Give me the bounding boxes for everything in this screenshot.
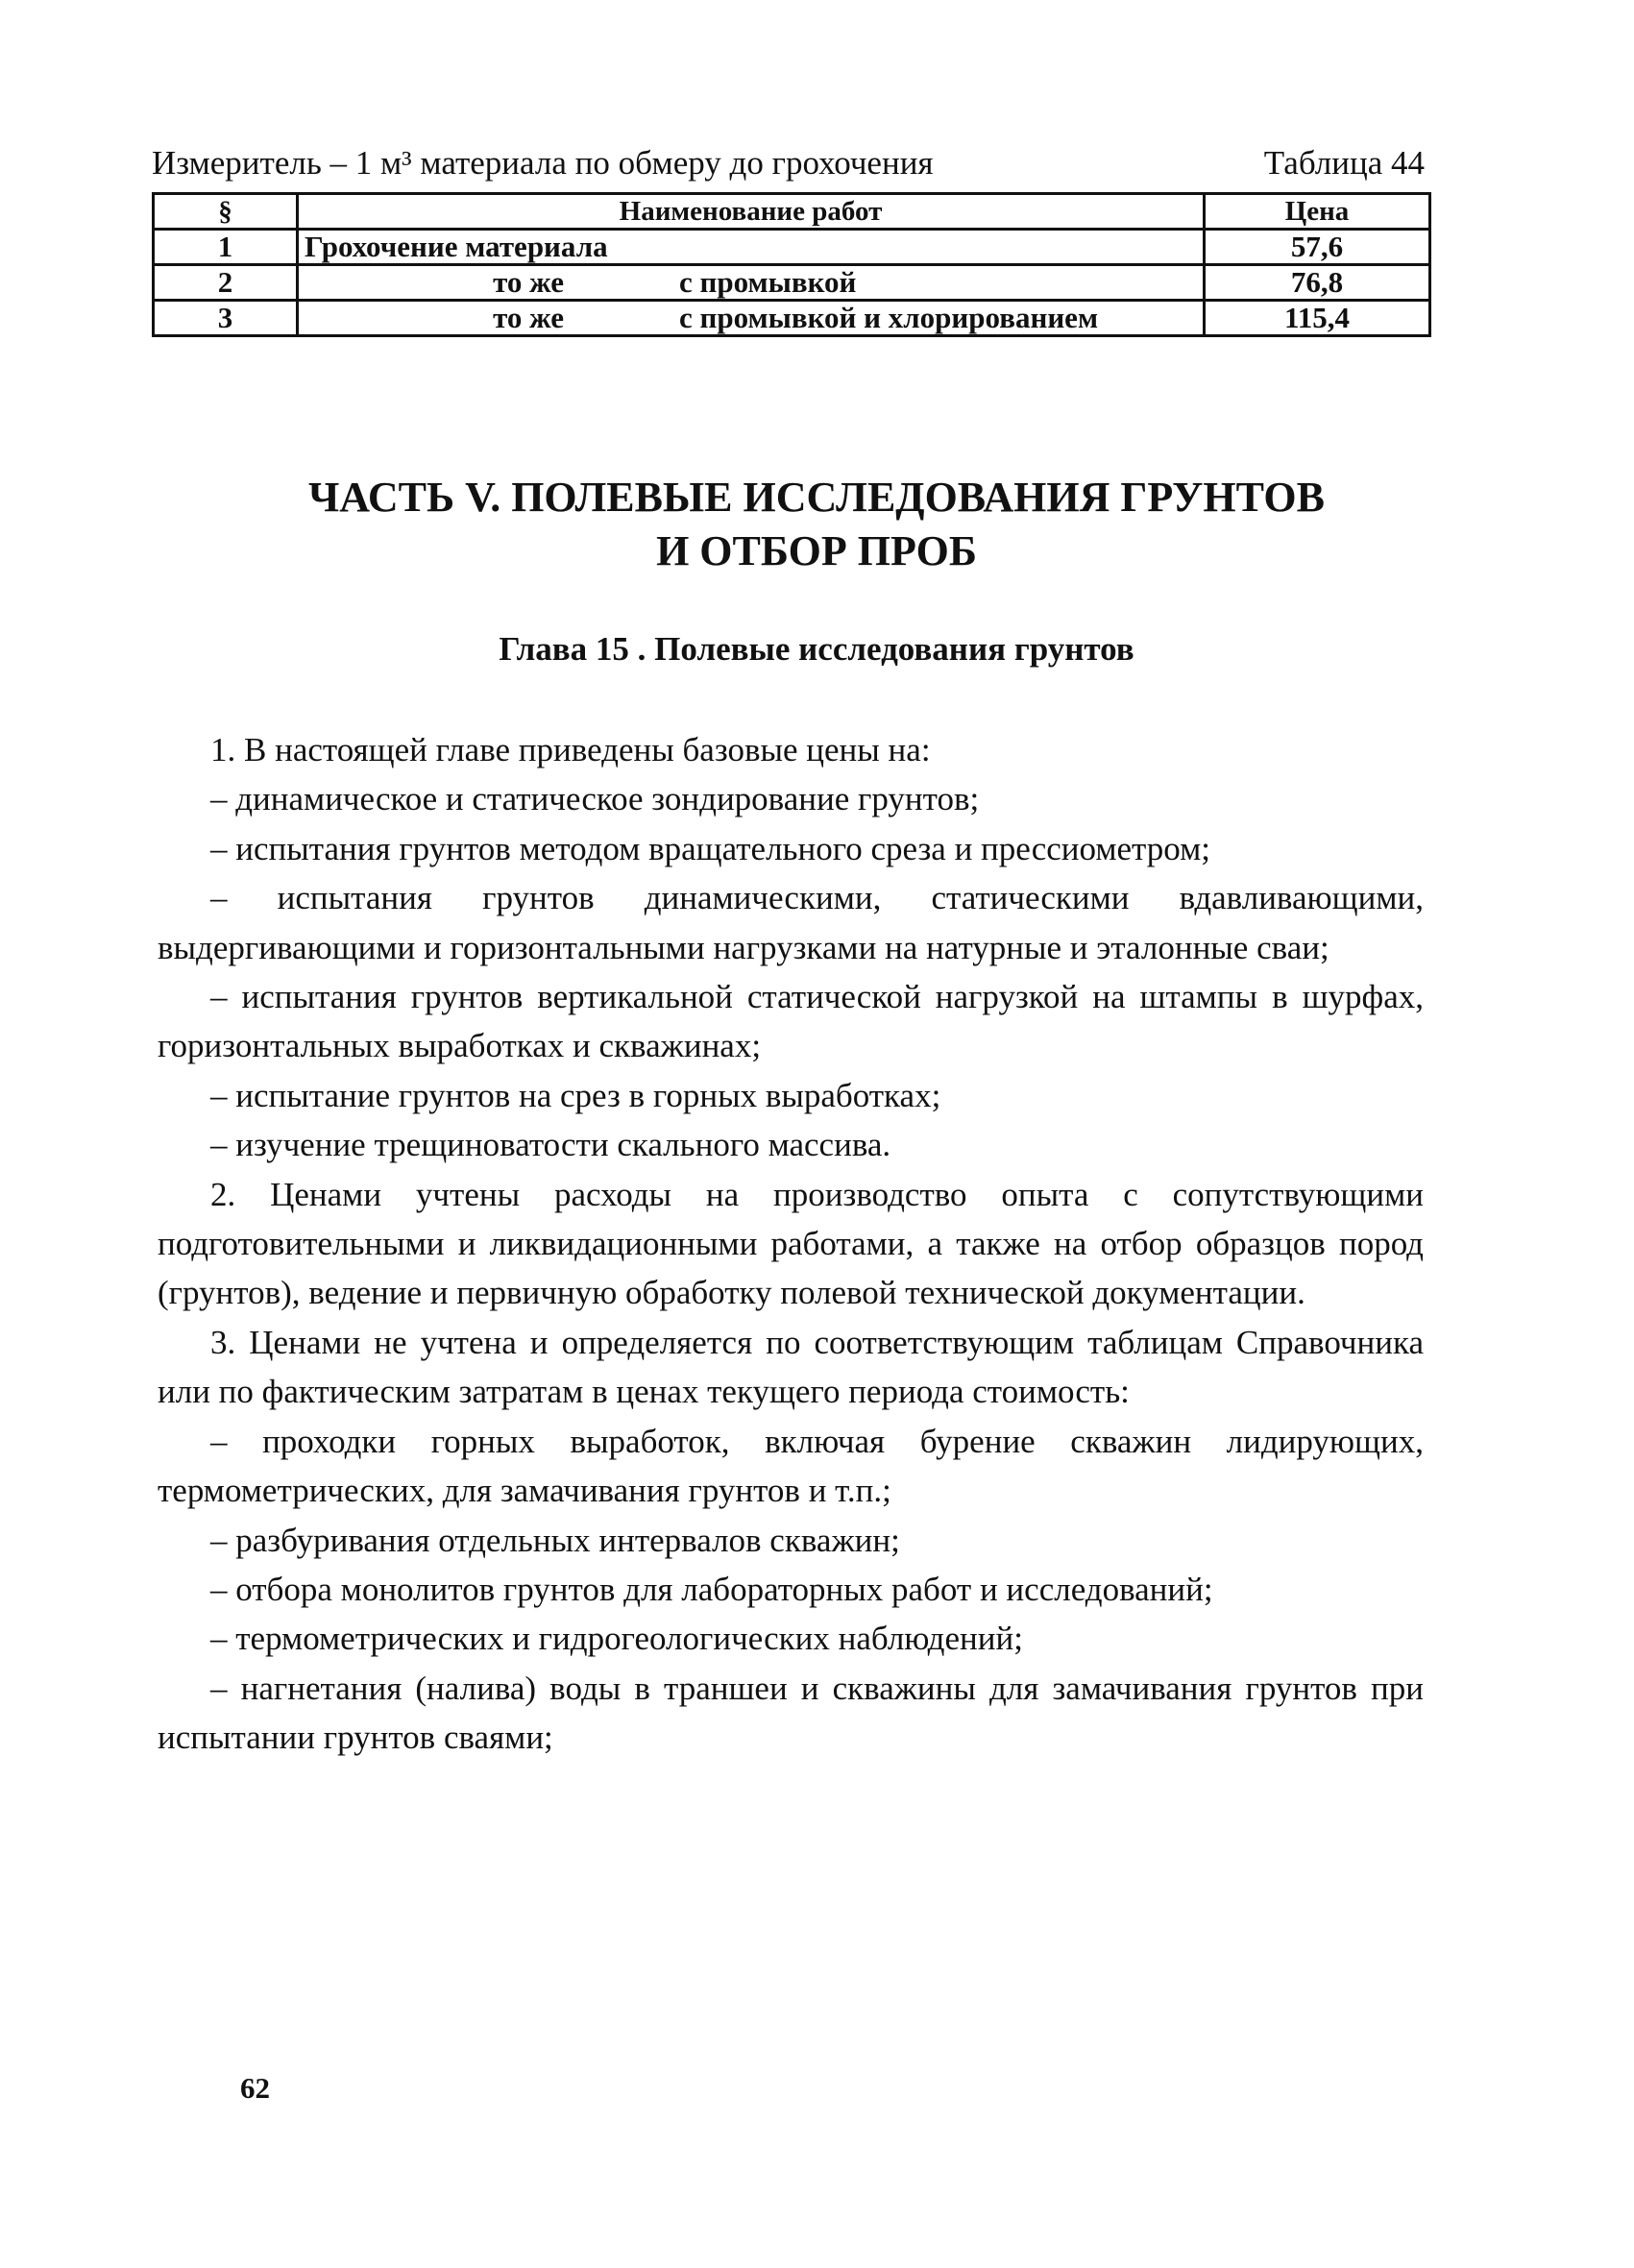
list-item: – испытания грунтов динамическими, статическими вдавливающими, выдергивающими и горизонтальными нагрузками на натурные и эталонные сваи;	[158, 879, 1424, 966]
row-work-name	[298, 265, 1205, 301]
paragraph: 3. Ценами не учтена и определяется по соответствующим таблицам Справочника или по фактическим затратам в ценах текущего периода стоимость:	[158, 1323, 1424, 1411]
chapter-title: Глава 15 . Полевые исследования грунтов	[499, 630, 1134, 668]
row-work-name-text: Грохочение материала	[305, 230, 608, 263]
list-item: – испытание грунтов на срез в горных выработках;	[210, 1076, 941, 1114]
list-item: – проходки горных выработок, включая бурение скважин лидирующих, термометрических, для замачивания грунтов и т.п.;	[158, 1422, 1424, 1510]
price-table	[152, 192, 1431, 337]
row-work-name	[298, 301, 1205, 336]
part-title-line-2: И ОТБОР ПРОБ	[656, 527, 977, 574]
row-price: 115,4	[1205, 301, 1430, 336]
part-title-line-1: ЧАСТЬ V. ПОЛЕВЫЕ ИССЛЕДОВАНИЯ ГРУНТОВ	[308, 474, 1325, 521]
paragraph: 2. Ценами учтены расходы на производство опыта с сопутствующими подготовительными и ликвидационными работами, а также на отбор образцов пород (грунтов), ведение и первичную обработку полевой технической документации.	[158, 1175, 1424, 1312]
list-item: – термометрических и гидрогеологических наблюдений;	[210, 1620, 1023, 1658]
list-item: – нагнетания (налива) воды в траншеи и скважины для замачивания грунтов при испытании грунтов сваями;	[158, 1669, 1424, 1757]
list-item: – изучение трещиноватости скального массива.	[210, 1126, 891, 1164]
row-work-qualifier: с промывкой	[679, 265, 857, 299]
row-price: 57,6	[1205, 230, 1430, 265]
row-section-number: 3	[154, 301, 298, 336]
header-price: Цена	[1205, 194, 1430, 230]
table-measure-unit: Измеритель – 1 м³ материала по обмеру до грохочения	[152, 144, 934, 182]
table-row	[154, 230, 1430, 265]
list-item: – испытания грунтов вертикальной статической нагрузкой на штампы в шурфах, горизонтальных выработках и скважинах;	[158, 978, 1424, 1065]
table-header-row	[154, 194, 1430, 230]
row-work-name-text: то же	[493, 265, 564, 299]
row-section-number: 2	[154, 265, 298, 301]
list-item: – разбуривания отдельных интервалов скважин;	[210, 1521, 900, 1559]
paragraph: 1. В настоящей главе приведены базовые цены на:	[210, 731, 931, 768]
chapter-body	[158, 725, 1424, 1763]
row-section-number: 1	[154, 230, 298, 265]
table-row	[154, 301, 1430, 336]
header-section: §	[154, 194, 298, 230]
row-work-name	[298, 230, 1205, 265]
list-item: – динамическое и статическое зондирование грунтов;	[210, 780, 980, 818]
list-item: – отбора монолитов грунтов для лабораторных работ и исследований;	[210, 1570, 1213, 1608]
row-price: 76,8	[1205, 265, 1430, 301]
row-work-name-text: то же	[493, 301, 564, 334]
page-number: 62	[240, 2071, 270, 2105]
table-row	[154, 265, 1430, 301]
row-work-qualifier: с промывкой и хлорированием	[679, 301, 1099, 334]
part-title	[192, 471, 1441, 578]
list-item: – испытания грунтов методом вращательного среза и прессиометром;	[210, 829, 1210, 867]
table-number-label: Таблица 44	[1263, 144, 1425, 182]
header-work-name: Наименование работ	[298, 194, 1205, 230]
